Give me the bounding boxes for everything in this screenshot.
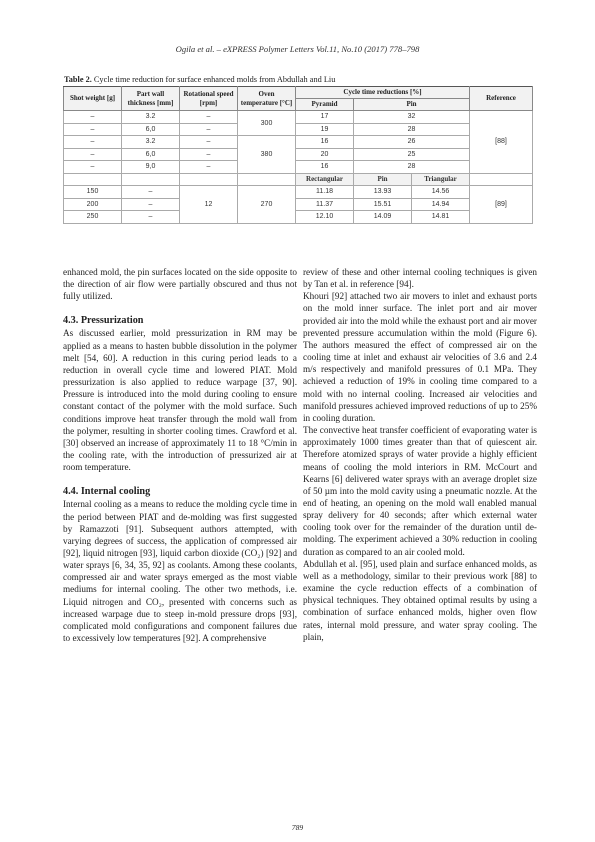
col-shot-weight: Shot weight [g] (64, 87, 122, 111)
cell: 11.37 (296, 198, 354, 211)
cell: – (180, 161, 238, 174)
cell: – (64, 161, 122, 174)
section-heading-4-3: 4.3. Pressurization (63, 315, 144, 327)
cell: 11.18 (296, 186, 354, 199)
cell: 28 (354, 161, 470, 174)
page-number: 789 (291, 823, 304, 832)
left-column (63, 266, 297, 644)
cell: 19 (296, 123, 354, 136)
paragraph: review of these and other internal cooling techniques is given by Tan et al. in reference [94]. (303, 267, 537, 290)
paragraph: As discussed earlier, mold pressurization in RM may be applied as a means to hasten bubble dissolution in the polymer melt [54, 60]. A reduction in this curing period leads to a reduction in overall cycle time and lowered PIAT. Mold pressurization is also applied to reduce warpage [37, 90]. Pressure is introduced into the mold during cooling to ensure constant contact of the polymer with the mold surface. Such conditions improve heat transfer through the mold wall from the polymer, resulting in shorter cooling times. Crawford et al. [30] observed an increase of approximately 11 to 18 °C/min in the cooling rate, with the introduction of pressurized air at room temperature. (63, 328, 297, 473)
cell: – (64, 148, 122, 161)
subcol-pyramid: Pyramid (296, 99, 354, 111)
cell: 16 (296, 161, 354, 174)
cell: – (180, 136, 238, 149)
cell: – (122, 198, 180, 211)
table-row (64, 123, 533, 136)
cell: 14.56 (412, 186, 470, 199)
cell: 200 (64, 198, 122, 211)
table-caption (64, 75, 335, 84)
cell: 14.09 (354, 211, 412, 224)
cell: – (180, 148, 238, 161)
table-row (64, 111, 533, 124)
cycle-time-table (63, 86, 533, 224)
subcol-rectangular: Rectangular (296, 173, 354, 186)
table-label: Table 2. (64, 75, 92, 84)
cell: 6,0 (122, 123, 180, 136)
cell: 3.2 (122, 111, 180, 124)
cell: 9,0 (122, 161, 180, 174)
col-rotational-speed: Rotational speed [rpm] (180, 87, 238, 111)
cell: – (64, 136, 122, 149)
cell-ref-89: [89] (470, 186, 533, 224)
table-row (64, 136, 533, 149)
paragraph: Internal cooling as a means to reduce the molding cycle time in the period between PIAT and de-molding was first suggested by Ramazzoti [91]. Subsequent authors attempted, with varying degrees of success, the application of compressed air [92], liquid nitrogen [93], liquid carbon dioxide (CO₂) [92] and water sprays [6, 34, 35, 92] as coolants. Among these coolants, compressed air and water sprays emerged as the most viable mediums for internal cooling. The other two methods, i.e. Liquid nitrogen and CO₂, presented with concerns such as increased warpage due to steep in-mold pressure drops [93], complicated mold configurations and component failures due to excessively low temperatures [92]. A comprehensive (63, 499, 297, 644)
cell: 150 (64, 186, 122, 199)
cell: 3.2 (122, 136, 180, 149)
col-reference: Reference (470, 87, 533, 111)
cell: 6,0 (122, 148, 180, 161)
cell: 250 (64, 211, 122, 224)
cell-temp-270: 270 (238, 186, 296, 224)
cell: 26 (354, 136, 470, 149)
cell: 25 (354, 148, 470, 161)
cell: 14.94 (412, 198, 470, 211)
cell: 20 (296, 148, 354, 161)
cell: 14.81 (412, 211, 470, 224)
subcol-pin-2: Pin (354, 173, 412, 186)
paragraph: Khouri [92] attached two air movers to inlet and exhaust ports on the mold inner surface. The inlet port and air mover provided air into the mold while the exhaust port and air mover prevented pressure accumulation within the mold (Figure 6). The authors measured the effect of compressed air on the cooling time at inlet and exhaust air velocities of 3.6 and 2.4 m/s respectively and manifold pressures of 0.1 MPa. They achieved a reduction of 19% in cooling time compared to a mold with no internal cooling. Increased air velocities and manifold pressures achieved improved reductions of up to 25% in cooling duration. (303, 291, 537, 423)
running-header: Ogila et al. – eXPRESS Polymer Letters Vol.11, No.10 (2017) 778–798 (175, 44, 420, 54)
table-row (64, 211, 533, 224)
cell: 28 (354, 123, 470, 136)
cell: 17 (296, 111, 354, 124)
table-row (64, 148, 533, 161)
table-row (64, 161, 533, 174)
cell-temp-300: 300 (238, 111, 296, 136)
subcol-triangular: Triangular (412, 173, 470, 186)
cell: – (180, 123, 238, 136)
cell: 15.51 (354, 198, 412, 211)
right-column (303, 266, 537, 643)
cell: – (180, 111, 238, 124)
cell: 13.93 (354, 186, 412, 199)
col-wall-thickness: Part wall thickness [mm] (122, 87, 180, 111)
cell: 16 (296, 136, 354, 149)
cell-temp-380: 380 (238, 136, 296, 174)
paragraph: The convective heat transfer coefficient of evaporating water is approximately 1000 times greater than that of quiescent air. Therefore atomized sprays of water provide a highly efficient means of cooling the mold interiors in RM. McCourt and Kearns [6] delivered water sprays with an average droplet size of 50 µm into the mold cavity using a pneumatic nozzle. At the end of heating, an opening on the mold wall enabled manual spray delivery for 40 seconds; after which external water cooling took over for the remainder of the duration until de-molding. The experiment achieved a 30% reduction in cooling duration as compared to an air cooled mold. (303, 425, 537, 557)
subcol-pin: Pin (354, 99, 470, 111)
table-caption-text: Cycle time reduction for surface enhanced molds from Abdullah and Liu (91, 75, 336, 84)
cell: – (122, 211, 180, 224)
cell: 32 (354, 111, 470, 124)
table-row (64, 198, 533, 211)
cell: – (122, 186, 180, 199)
section-heading-4-4: 4.4. Internal cooling (63, 486, 151, 498)
paragraph: Abdullah et al. [95], used plain and surface enhanced molds, as well as a methodology, similar to their previous work [88] to examine the cycle reduction effects of a combination of physical techniques. They obtained optimal results by using a combination of surface enhanced molds, higher oven flow rates, internal mold pressure, and water spray cooling. The plain, (303, 558, 537, 642)
col-cycle-time-reductions: Cycle time reductions [%] (296, 87, 470, 99)
col-oven-temperature: Oven temperature [°C] (238, 87, 296, 111)
table-row (64, 173, 533, 186)
paragraph: enhanced mold, the pin surfaces located on the side opposite to the direction of air flow were partially obscured and thus not fully utilized. (63, 267, 297, 302)
cell-speed-12: 12 (180, 186, 238, 224)
cell: – (64, 123, 122, 136)
table-row (64, 186, 533, 199)
cell: – (64, 111, 122, 124)
cell: 12.10 (296, 211, 354, 224)
cell-ref-88: [88] (470, 111, 533, 174)
